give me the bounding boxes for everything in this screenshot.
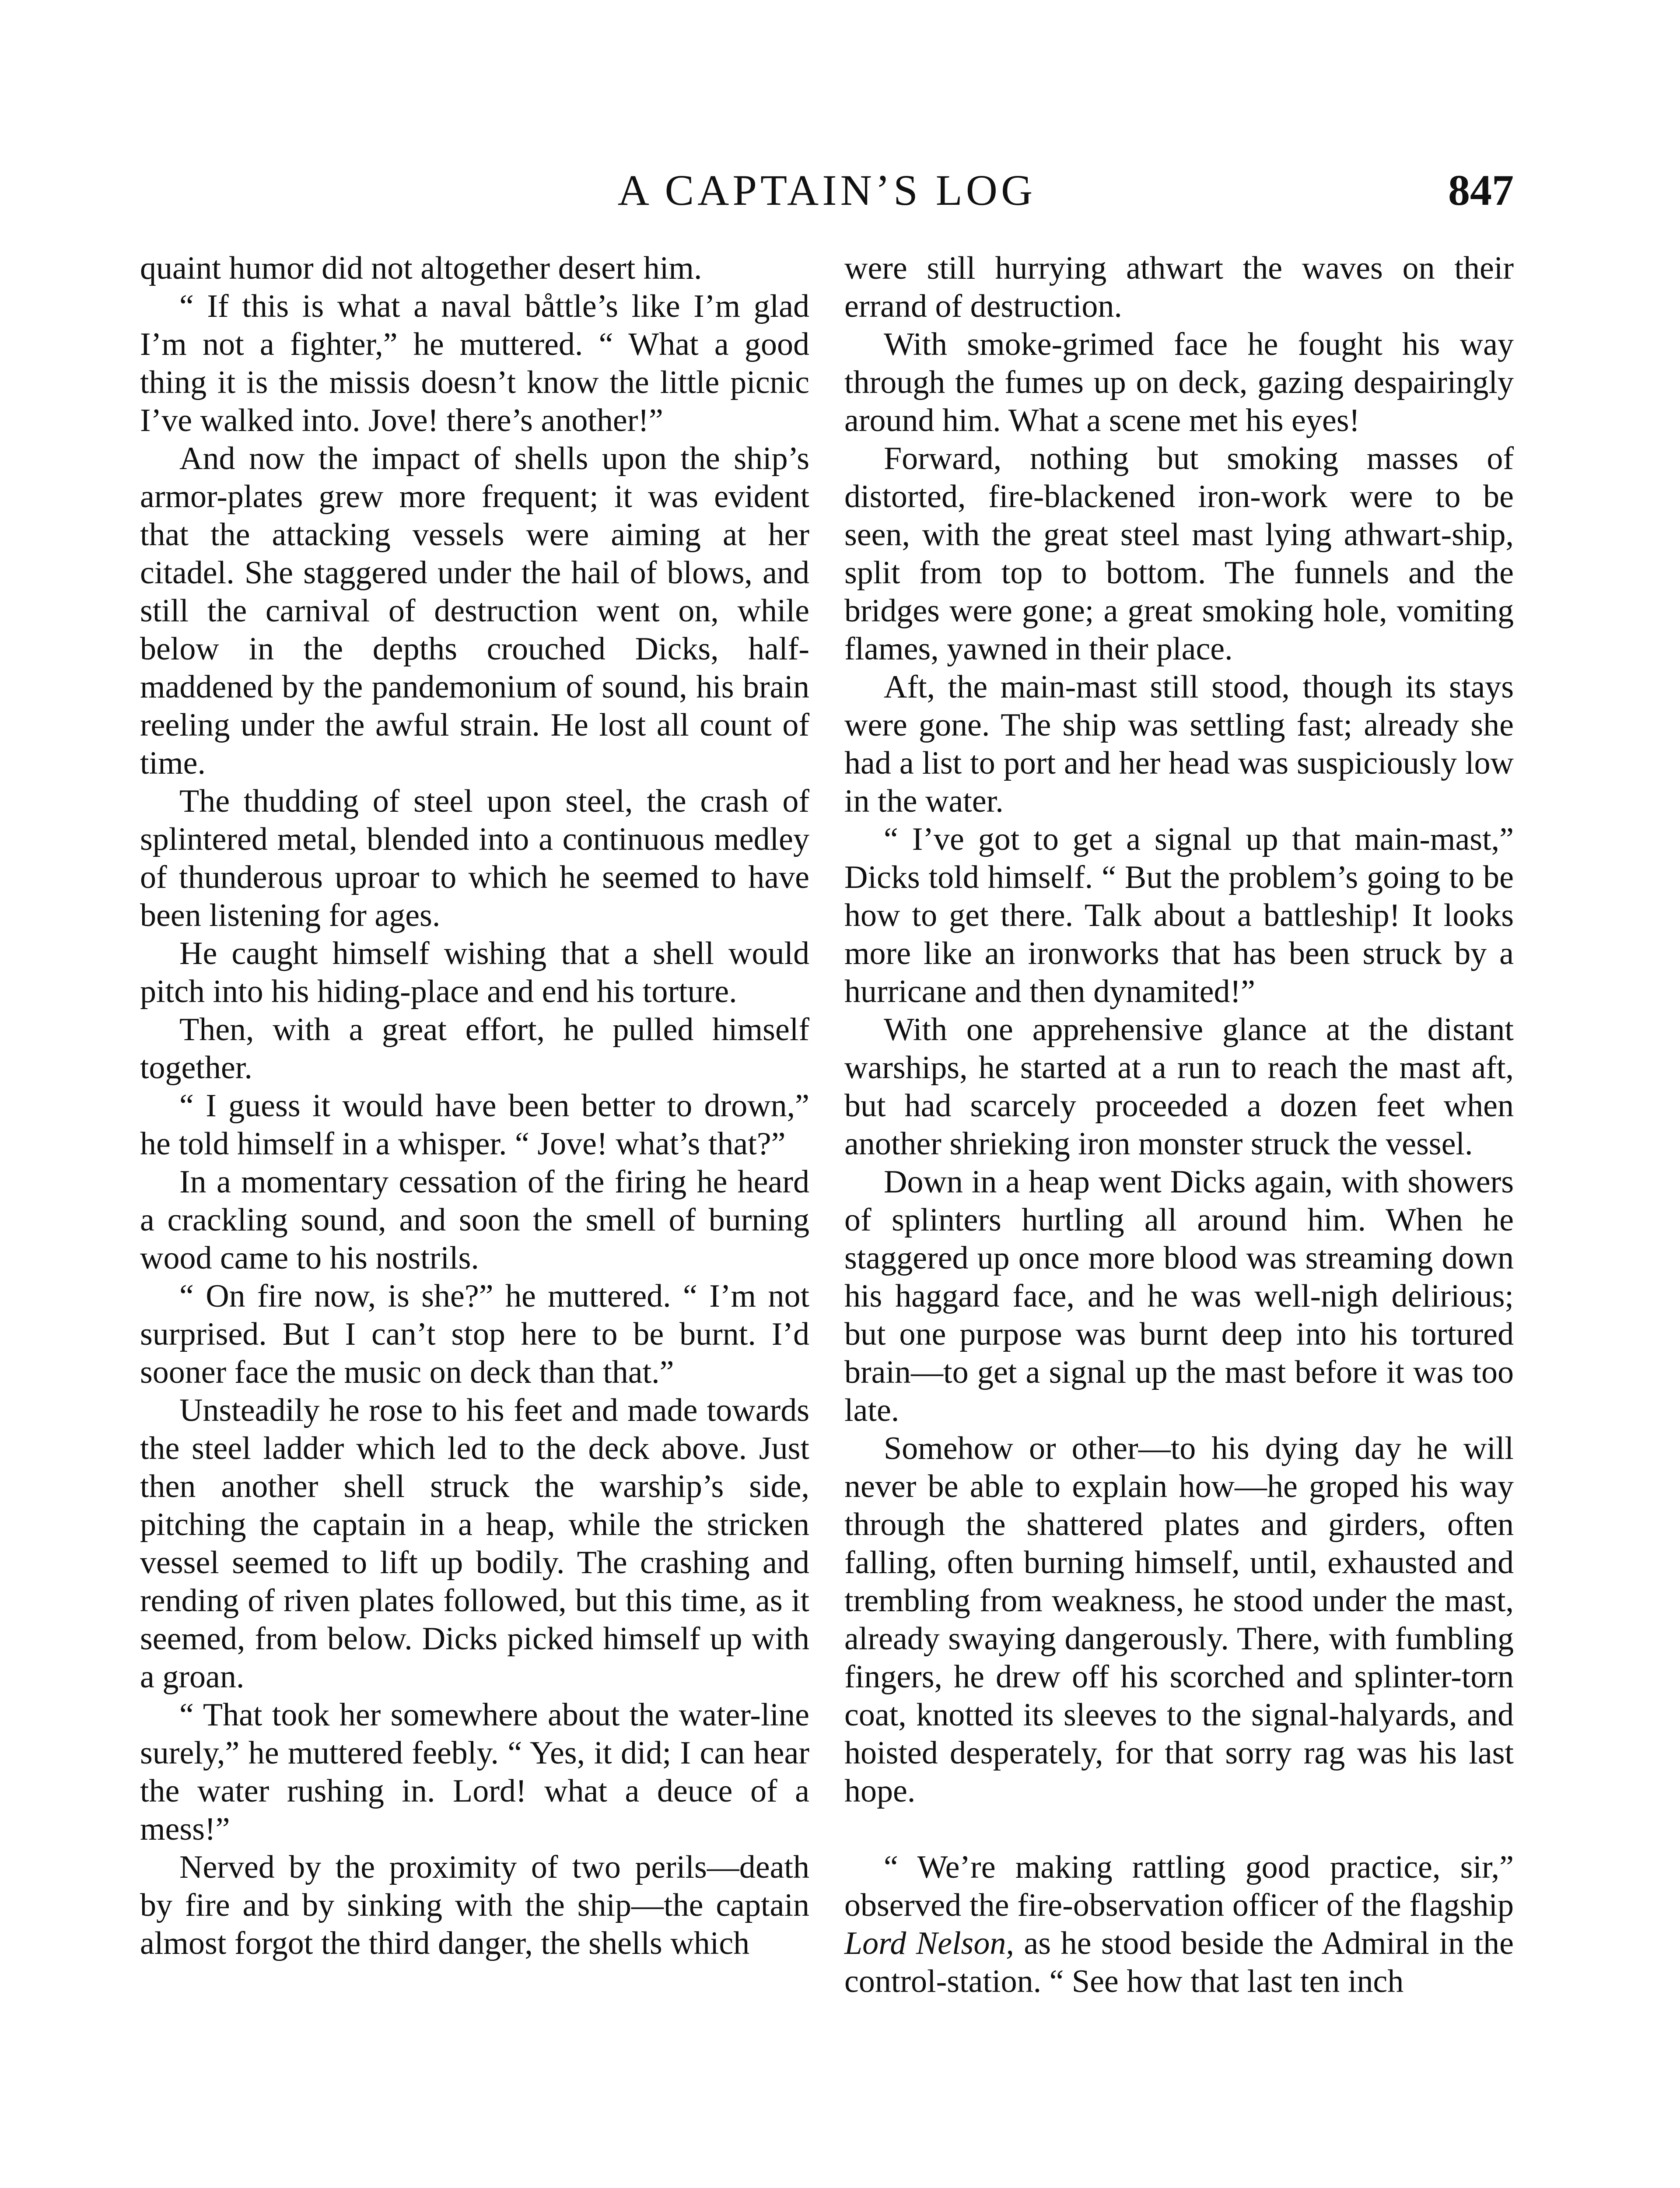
right-column <box>844 249 1514 2001</box>
paragraph: were still hurrying athwart the waves on their errand of destruction. <box>844 250 1514 324</box>
text-columns <box>140 249 1514 2001</box>
paragraph: Then, with a great effort, he pulled himself together. <box>140 1012 809 1086</box>
running-title: A CAPTAIN’S LOG <box>617 166 1036 214</box>
document-page <box>140 162 1514 2188</box>
paragraph: Nerved by the proximity of two perils—death by fire and by sinking with the ship—the captain almost forgot the third danger, the shells which <box>140 1849 809 1961</box>
page-header <box>140 162 1514 241</box>
paragraph: And now the impact of shells upon the ship’s armor-plates grew more frequent; it was evident that the attacking vessels were aiming at her citadel. She staggered under the hail of blows, and still the carnival of destruction went on, while below in the depths crouched Dicks, half-maddened by the pandemonium of sound, his brain reeling under the awful strain. He lost all count of time. <box>140 441 809 781</box>
text-run: “ We’re making rattling good practice, sir,” observed the fire-observation officer of the flagship <box>844 1849 1514 1923</box>
paragraph: With smoke-grimed face he fought his way through the fumes up on deck, gazing despairingly around him. What a scene met his eyes! <box>844 326 1514 438</box>
left-column <box>140 249 809 2001</box>
paragraph: Unsteadily he rose to his feet and made towards the steel ladder which led to the deck above. Just then another shell struck the warship’s side, pitching the captain in a heap, while the stricken vessel seemed to lift up bodily. The crashing and rending of riven plates followed, but this time, as it seemed, from below. Dicks picked himself up with a groan. <box>140 1392 809 1695</box>
paragraph: “ I guess it would have been better to drown,” he told himself in a whisper. “ Jove! what’s that?” <box>140 1088 809 1162</box>
paragraph: “ I’ve got to get a signal up that main-mast,” Dicks told himself. “ But the problem’s going to be how to get there. Talk about a battleship! It looks more like an ironworks that has been struck by a hurricane and then dynamited!” <box>844 821 1514 1010</box>
paragraph-final <box>844 1848 1514 2001</box>
ship-name: Lord Nelson, <box>844 1925 1014 1961</box>
paragraph: quaint humor did not altogether desert him. <box>140 250 702 286</box>
paragraph: “ That took her somewhere about the water-line surely,” he muttered feebly. “ Yes, it did; I can hear the water rushing in. Lord! what a deuce of a mess!” <box>140 1697 809 1847</box>
paragraph: “ On fire now, is she?” he muttered. “ I’m not surprised. But I can’t stop here to be burnt. I’d sooner face the music on deck than that.” <box>140 1278 809 1390</box>
page-number: 847 <box>1448 166 1514 214</box>
paragraph: Down in a heap went Dicks again, with showers of splinters hurtling all around him. When he staggered up once more blood was streaming down his haggard face, and he was well-nigh delirious; but one purpose was burnt deep into his tortured brain—to get a signal up the mast before it was too late. <box>844 1164 1514 1428</box>
paragraph: “ If this is what a naval båttle’s like I’m glad I’m not a fighter,” he muttered. “ What a good thing it is the missis doesn’t know the little picnic I’ve walked into. Jove! there’s another!” <box>140 288 809 438</box>
paragraph: Forward, nothing but smoking masses of distorted, fire-blackened iron-work were to be seen, with the great steel mast lying athwart-ship, split from top to bottom. The funnels and the bridges were gone; a great smoking hole, vomiting flames, yawned in their place. <box>844 441 1514 667</box>
paragraph: The thudding of steel upon steel, the crash of splintered metal, blended into a continuous medley of thunderous uproar to which he seemed to have been listening for ages. <box>140 783 809 933</box>
text-run: as he stood beside the Admiral in the control-station. “ See how that last ten inch <box>844 1925 1514 1999</box>
paragraph: He caught himself wishing that a shell would pitch into his hiding-place and end his torture. <box>140 936 809 1010</box>
paragraph: In a momentary cessation of the firing he heard a crackling sound, and soon the smell of burning wood came to his nostrils. <box>140 1164 809 1276</box>
paragraph: Aft, the main-mast still stood, though its stays were gone. The ship was settling fast; already she had a list to port and her head was suspiciously low in the water. <box>844 669 1514 819</box>
paragraph: Somehow or other—to his dying day he will never be able to explain how—he groped his way through the shattered plates and girders, often falling, often burning himself, until, exhausted and trembling from weakness, he stood under the mast, already swaying dangerously. There, with fumbling fingers, he drew off his scorched and splinter-torn coat, knotted its sleeves to the signal-halyards, and hoisted desperately, for that sorry rag was his last hope. <box>844 1431 1514 1809</box>
paragraph: With one apprehensive glance at the distant warships, he started at a run to reach the mast aft, but had scarcely proceeded a dozen feet when another shrieking iron monster struck the vessel. <box>844 1012 1514 1162</box>
